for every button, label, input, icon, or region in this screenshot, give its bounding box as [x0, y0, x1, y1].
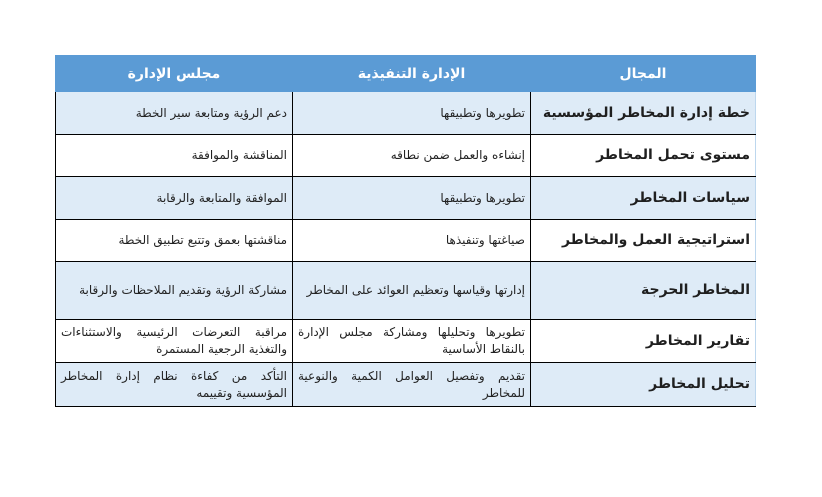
header-board: مجلس الإدارة [56, 56, 293, 92]
table-row [56, 220, 756, 262]
row-executive: صياغتها وتنفيذها [293, 220, 531, 262]
table-row [56, 363, 756, 407]
row-domain: سياسات المخاطر [531, 177, 756, 220]
table-row [56, 320, 756, 363]
row-board: مراقبة التعرضات الرئيسية والاستثناءات والتغذية الرجعية المستمرة [56, 320, 293, 363]
row-domain: خطة إدارة المخاطر المؤسسية [531, 92, 756, 135]
table-row [56, 177, 756, 220]
row-board: مناقشتها بعمق وتتبع تطبيق الخطة [56, 220, 293, 262]
row-executive: إنشاءه والعمل ضمن نطاقه [293, 135, 531, 177]
row-executive: تقديم وتفصيل العوامل الكمية والنوعية للمخاطر [293, 363, 531, 407]
row-executive: تطويرها وتطبيقها [293, 92, 531, 135]
row-domain: استراتيجية العمل والمخاطر [531, 220, 756, 262]
table-header [56, 56, 756, 92]
table-row [56, 92, 756, 135]
row-board: التأكد من كفاءة نظام إدارة المخاطر المؤسسية وتقييمه [56, 363, 293, 407]
table-row [56, 135, 756, 177]
row-executive: تطويرها وتحليلها ومشاركة مجلس الإدارة بالنقاط الأساسية [293, 320, 531, 363]
row-board: المناقشة والموافقة [56, 135, 293, 177]
row-executive: تطويرها وتطبيقها [293, 177, 531, 220]
row-domain: تقارير المخاطر [531, 320, 756, 363]
row-board: مشاركة الرؤية وتقديم الملاحظات والرقابة [56, 262, 293, 320]
header-domain: المجال [531, 56, 756, 92]
row-domain: تحليل المخاطر [531, 363, 756, 407]
header-row [56, 56, 756, 92]
row-board: الموافقة والمتابعة والرقابة [56, 177, 293, 220]
header-executive: الإدارة التنفيذية [293, 56, 531, 92]
row-domain: المخاطر الحرجة [531, 262, 756, 320]
governance-table [55, 55, 756, 407]
row-domain: مستوى تحمل المخاطر [531, 135, 756, 177]
table-row [56, 262, 756, 320]
row-executive: إدارتها وقياسها وتعظيم العوائد على المخاطر [293, 262, 531, 320]
row-board: دعم الرؤية ومتابعة سير الخطة [56, 92, 293, 135]
table-body [56, 92, 756, 407]
